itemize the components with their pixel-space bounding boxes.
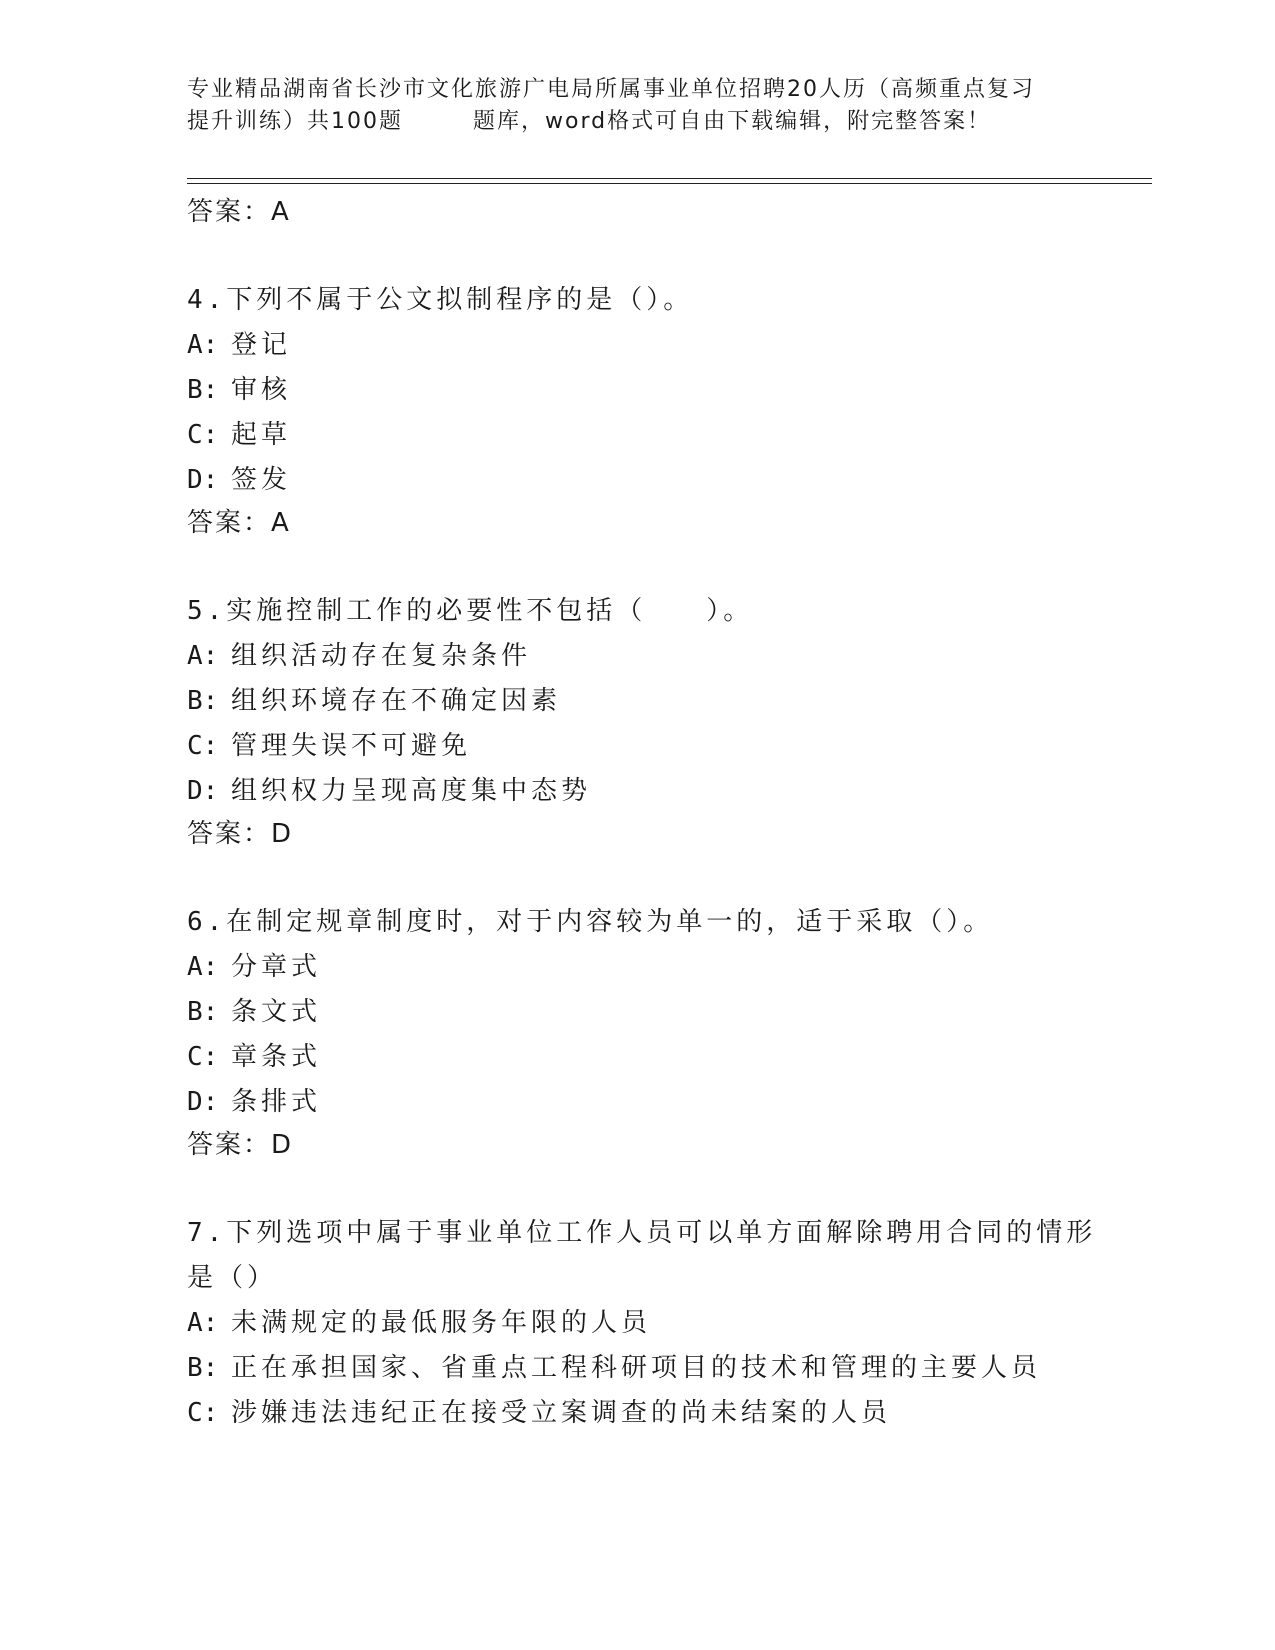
option-text: 涉嫌违法违纪正在接受立案调查的尚未结案的人员 [231,1398,892,1428]
option-text: 审核 [231,375,292,405]
option-d [187,1080,1147,1125]
option-key: A: [187,330,219,360]
option-b [187,990,1147,1035]
option-c [187,724,1147,769]
option-a [187,634,1147,679]
answer-value: D [271,819,292,849]
header-title-line2 [187,106,1087,138]
answer-label: 答案： [187,197,272,227]
option-c [187,1391,1147,1436]
option-text: 组织权力呈现高度集中态势 [231,776,592,806]
question-stem: 5.实施控制工作的必要性不包括（ ）。 [187,596,754,626]
option-text: 条排式 [231,1087,322,1117]
option-b [187,368,1147,413]
option-key: B: [187,686,219,716]
question-7 [187,1211,1147,1436]
question-4 [187,278,1147,543]
option-key: C: [187,1042,219,1072]
option-text: 起草 [231,420,292,450]
header-title-line1: 专业精品湖南省长沙市文化旅游广电局所属事业单位招聘20人历（高频重点复习 [187,77,1035,102]
option-key: B: [187,375,219,405]
header-title-line2b: 题库，word格式可自由下载编辑，附完整答案！ [473,109,992,134]
answer-value: D [271,1130,292,1160]
header-rule-top [187,178,1152,179]
header-rule-bottom [187,183,1152,184]
option-b [187,1346,1147,1391]
question-5 [187,589,1147,854]
option-text: 管理失误不可避免 [231,731,472,761]
option-text: 组织环境存在不确定因素 [231,686,562,716]
header-title-line2a: 提升训练）共100题 [187,109,403,134]
option-b [187,679,1147,724]
option-key: C: [187,420,219,450]
answer-line [187,503,1147,543]
answer-value: A [271,197,289,227]
option-text: 组织活动存在复杂条件 [231,641,532,671]
question-6 [187,900,1147,1165]
page-header [187,74,1087,138]
question-stem: 4.下列不属于公文拟制程序的是（）。 [187,285,694,315]
question-stem: 6.在制定规章制度时，对于内容较为单一的，适于采取（）。 [187,907,994,937]
option-key: C: [187,1398,219,1428]
option-a [187,1301,1147,1346]
option-key: B: [187,997,219,1027]
option-a [187,323,1147,368]
option-text: 条文式 [231,997,322,1027]
option-a [187,945,1147,990]
answer-label: 答案： [187,1130,272,1160]
answer-label: 答案： [187,819,272,849]
option-text: 登记 [231,330,292,360]
option-key: D: [187,776,219,806]
option-text: 未满规定的最低服务年限的人员 [231,1308,652,1338]
answer-line [187,1125,1147,1165]
option-text: 签发 [231,465,292,495]
option-key: D: [187,1087,219,1117]
option-d [187,769,1147,814]
option-text: 正在承担国家、省重点工程科研项目的技术和管理的主要人员 [231,1353,1042,1383]
option-key: D: [187,465,219,495]
option-key: B: [187,1353,219,1383]
option-text: 分章式 [231,952,322,982]
answer-value: A [271,508,289,538]
option-d [187,458,1147,503]
question-stem-line1: 7.下列选项中属于事业单位工作人员可以单方面解除聘用合同的情形 [187,1218,1097,1248]
answer-label: 答案： [187,508,272,538]
option-key: A: [187,1308,219,1338]
option-key: C: [187,731,219,761]
question-stem-line2: 是（） [187,1263,278,1293]
document-content [187,192,1147,1436]
answer-line [187,814,1147,854]
option-key: A: [187,641,219,671]
option-text: 章条式 [231,1042,322,1072]
answer-line [187,192,1147,232]
option-c [187,1035,1147,1080]
option-c [187,413,1147,458]
option-key: A: [187,952,219,982]
